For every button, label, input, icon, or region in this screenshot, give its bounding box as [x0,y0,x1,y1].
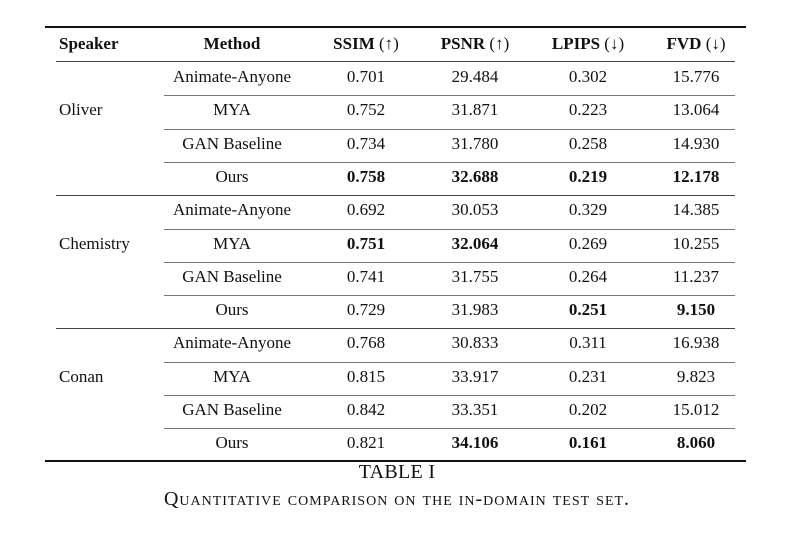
group-divider [56,195,735,196]
metric-cell: 0.311 [569,333,607,352]
header-psnr [441,34,509,54]
header-ssim [333,34,399,54]
metric-cell: 14.930 [672,134,720,153]
metric-cell: 0.842 [346,400,386,419]
row-divider [164,129,735,130]
metric-cell: 31.871 [451,100,499,119]
table-caption-label: TABLE I [358,461,436,483]
metric-cell: 9.150 [676,300,716,319]
header-speaker [59,34,119,54]
header-method-label: Method [203,34,261,53]
metric-cell: 33.917 [451,367,499,386]
metric-cell: 12.178 [672,167,720,186]
metric-cell: 34.106 [451,433,499,452]
metric-cell: 0.752 [346,100,386,119]
header-ssim-label: SSIM [333,34,375,53]
metric-cell: 0.161 [568,433,608,452]
metric-cell: 8.060 [676,433,716,452]
metric-cell: 0.202 [568,400,608,419]
metric-cell: 31.780 [451,134,499,153]
header-lpips [552,34,624,54]
method-cell: Ours [215,433,249,452]
row-divider [164,162,735,163]
header-method [204,34,261,54]
metric-cell: 0.741 [346,267,386,286]
metric-cell: 0.692 [346,200,386,219]
method-cell: Ours [215,300,249,319]
speaker-cell: Oliver [59,100,103,119]
speaker-cell: Chemistry [59,234,130,253]
metric-cell: 0.701 [346,67,386,86]
header-speaker-label: Speaker [59,34,119,53]
metric-cell: 10.255 [672,234,720,253]
metric-cell: 0.821 [346,433,386,452]
metric-cell: 0.264 [568,267,608,286]
metric-cell: 31.983 [451,300,499,319]
method-cell: Animate-Anyone [172,67,292,86]
metric-cell: 0.251 [568,300,608,319]
method-cell: MYA [213,100,251,119]
metric-cell: 15.776 [672,67,720,86]
metric-cell: 30.833 [451,333,499,352]
method-cell: GAN Baseline [182,400,282,419]
method-cell: GAN Baseline [182,134,282,153]
metric-cell: 0.815 [346,367,386,386]
method-cell: Animate-Anyone [172,200,292,219]
table-caption-text: Quantitative comparison on the in-domain test set. [163,488,631,510]
header-ssim-arrow: (↑) [379,34,399,53]
header-fvd-label: FVD [666,34,702,53]
metric-cell: 32.688 [451,167,499,186]
metric-cell: 13.064 [672,100,720,119]
metric-cell: 0.768 [346,333,386,352]
header-psnr-label: PSNR [440,34,486,53]
metric-cell: 11.237 [672,267,720,286]
header-rule [56,61,735,62]
metric-cell: 9.823 [676,367,716,386]
row-divider [164,428,735,429]
speaker-cell: Conan [59,367,104,386]
row-divider [164,295,735,296]
method-cell: GAN Baseline [182,267,282,286]
header-fvd [666,34,725,54]
metric-cell: 14.385 [672,200,720,219]
metric-cell: 0.329 [568,200,608,219]
metric-cell: 16.938 [672,333,720,352]
metric-cell: 0.231 [568,367,608,386]
metric-cell: 0.734 [346,134,386,153]
metric-cell: 0.269 [568,234,608,253]
row-divider [164,395,735,396]
metric-cell: 29.484 [451,67,499,86]
method-cell: Ours [215,167,249,186]
header-fvd-arrow: (↓) [705,34,726,53]
metric-cell: 0.258 [568,134,608,153]
method-cell: Animate-Anyone [172,333,292,352]
metric-cell: 31.755 [451,267,499,286]
table-top-rule [45,26,746,28]
method-cell: MYA [213,367,251,386]
metric-cell: 0.302 [568,67,608,86]
metric-cell: 0.758 [346,167,386,186]
method-cell: MYA [213,234,251,253]
group-divider [56,328,735,329]
row-divider [164,229,735,230]
metric-cell: 30.053 [451,200,499,219]
metric-cell: 0.729 [346,300,386,319]
header-psnr-arrow: (↑) [489,34,510,53]
metric-cell: 0.219 [568,167,608,186]
metric-cell: 33.351 [451,400,499,419]
row-divider [164,95,735,96]
metric-cell: 0.223 [568,100,608,119]
metric-cell: 0.751 [346,234,386,253]
row-divider [164,362,735,363]
metric-cell: 15.012 [672,400,720,419]
header-lpips-arrow: (↓) [604,34,625,53]
row-divider [164,262,735,263]
metric-cell: 32.064 [451,234,499,253]
header-lpips-label: LPIPS [551,34,601,53]
